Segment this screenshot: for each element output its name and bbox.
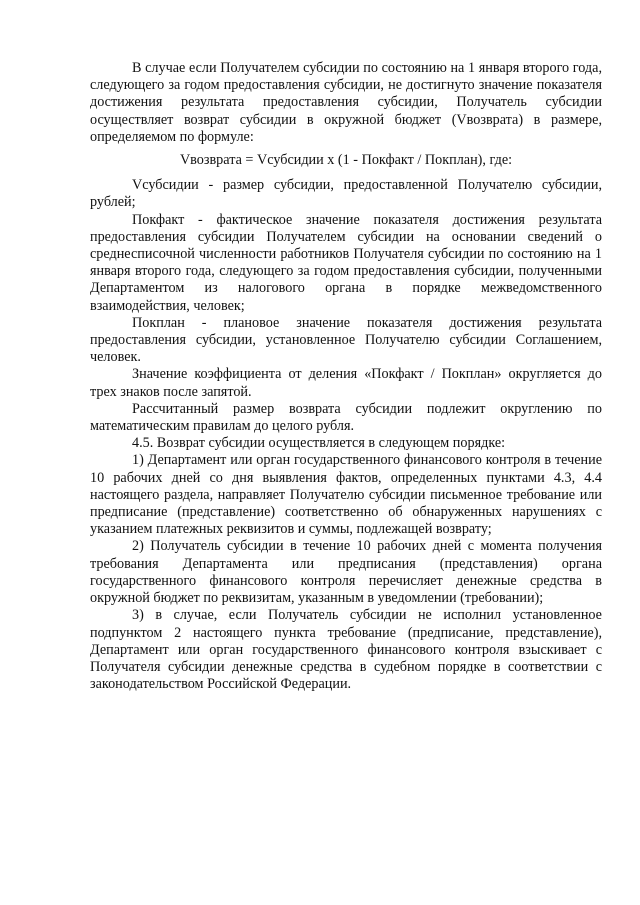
paragraph-item-2: 2) Получатель субсидии в течение 10 рабочих дней с момента получения требования Департамента или предписания (представления) органа государственного финансового контроля перечисляет денежные средства в окружной бюджет по реквизитам, указанным в уведомлении (требовании); xyxy=(90,538,602,607)
paragraph-item-3: 3) в случае, если Получатель субсидии не исполнил установленное подпунктом 2 настоящего пункта требование (предписание, представление), Департамент или орган государственного финансового контроля взыскивает с Получателя субсидии денежные средства в судебном порядке в соответствии с законодательством Российской Федерации. xyxy=(90,607,602,693)
paragraph-pokplan-definition: Покплан - плановое значение показателя достижения результата предоставления субсидии, установленное Получателю субсидии Соглашением, человек. xyxy=(90,314,602,366)
paragraph-pokfakt-definition: Покфакт - фактическое значение показателя достижения результата предоставления субсидии Получателем субсидии на основании сведений о среднесписочной численности работников Получателя субсидии по состоянию на 1 января второго года, следующего за годом предоставления субсидии, полученными Департаментом из налогового органа в порядке межведомственного взаимодействия, человек; xyxy=(90,211,602,314)
paragraph-v-subsidy-definition: Vсубсидии - размер субсидии, предоставленной Получателю субсидии, рублей; xyxy=(90,177,602,211)
formula-line: Vвозврата = Vсубсидии x (1 - Покфакт / Покплан), где: xyxy=(179,152,513,169)
paragraph-return-condition: В случае если Получателем субсидии по состоянию на 1 января второго года, следующего за годом предоставления субсидии, не достигнуто значение показателя достижения результата предоставления субсидии, Получатель субсидии осуществляет возврат субсидии в окружной бюджет (Vвозврата) в размере, определяемом по формуле: xyxy=(90,60,602,145)
paragraph-section-4-5: 4.5. Возврат субсидии осуществляется в следующем порядке: xyxy=(132,435,506,452)
paragraph-coefficient-rounding: Значение коэффициента от деления «Покфакт / Покплан» округляется до трех знаков после запятой. xyxy=(90,366,602,400)
paragraph-return-amount-rounding: Рассчитанный размер возврата субсидии подлежит округлению по математическим правилам до целого рубля. xyxy=(90,400,602,435)
paragraph-item-1: 1) Департамент или орган государственного финансового контроля в течение 10 рабочих дней со дня выявления фактов, определенных пунктами 4.3, 4.4 настоящего раздела, направляет Получателю субсидии письменное требование или предписание (представление) соответственно об обнаруженных нарушениях с указанием платежных реквизитов и суммы, подлежащей возврату; xyxy=(90,452,602,538)
document-body xyxy=(90,60,602,693)
